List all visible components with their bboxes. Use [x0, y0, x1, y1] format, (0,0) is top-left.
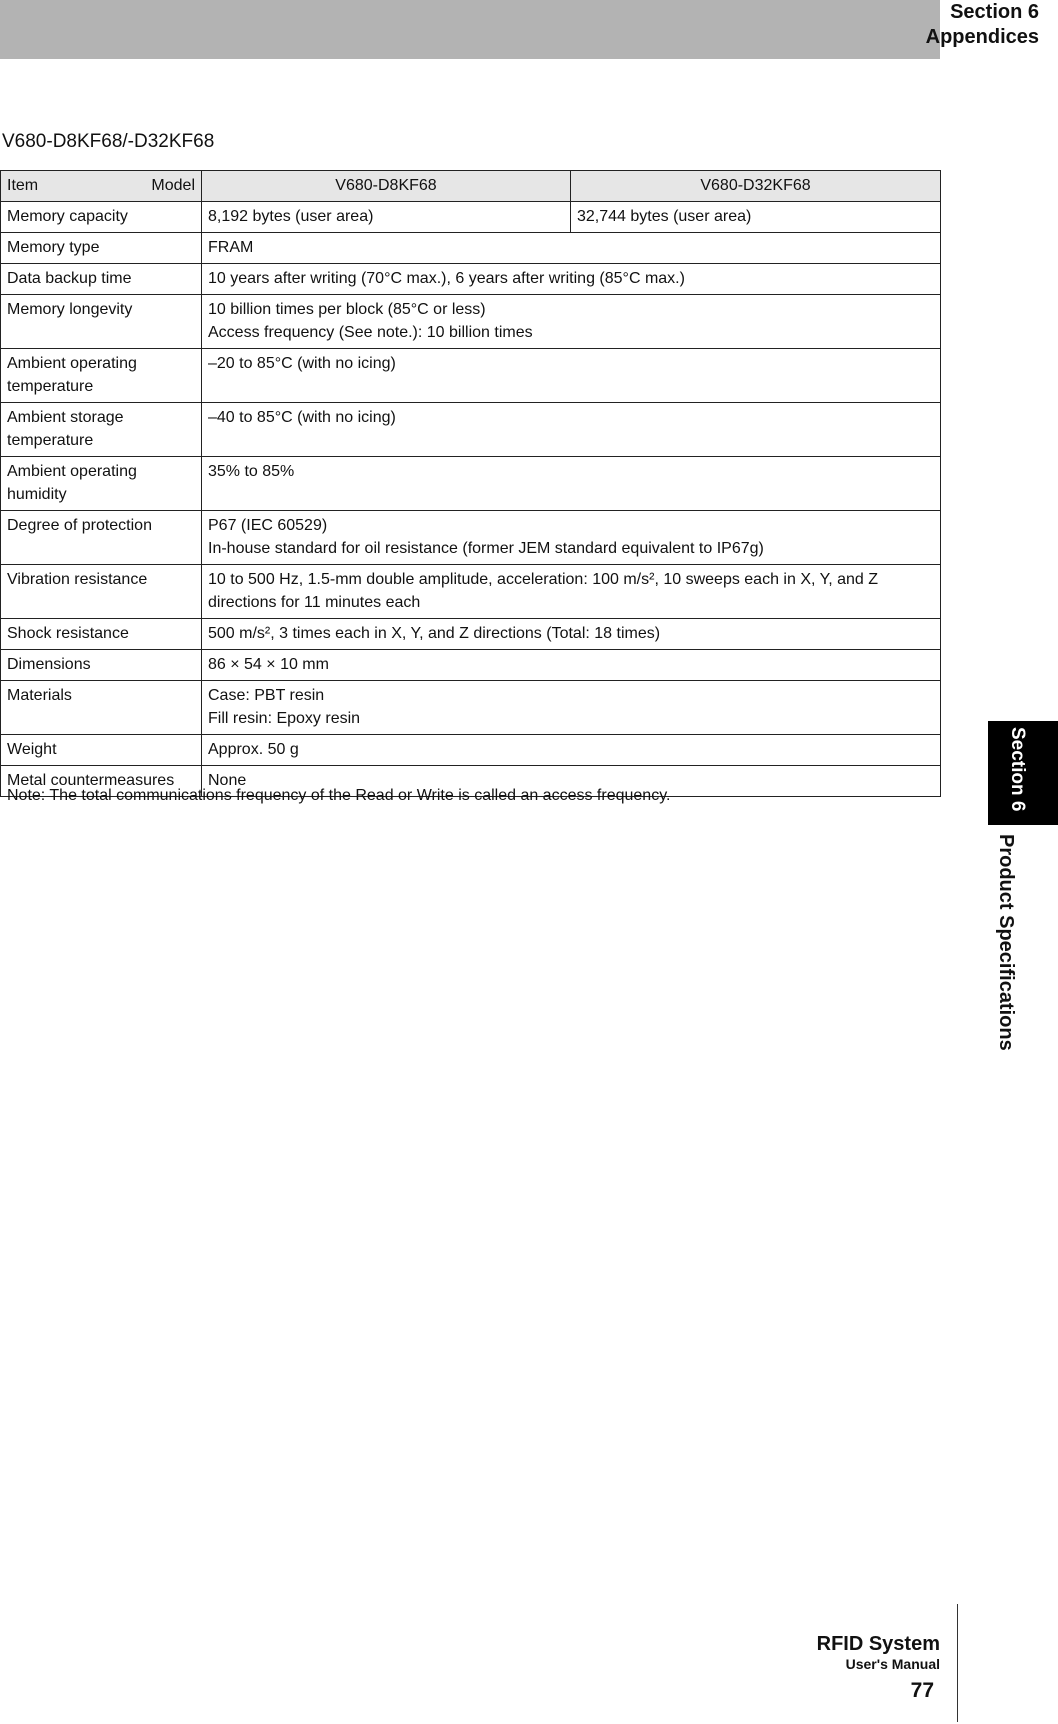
side-tab-section: Section 6: [1007, 727, 1028, 812]
row-item-label: Vibration resistance: [1, 565, 202, 619]
page-title: V680-D8KF68/-D32KF68: [2, 131, 215, 152]
spec-table: [0, 170, 941, 797]
row-value-line: Case: PBT resin: [208, 687, 325, 704]
row-value-line: 10 to 500 Hz, 1.5-mm double amplitude, acceleration: 100 m/s², 10 sweeps each in X, Y, and Z directions for 11 minutes each: [208, 571, 879, 611]
row-value: [202, 457, 941, 511]
row-value-line: P67 (IEC 60529): [208, 517, 328, 534]
row-item-label: Dimensions: [1, 650, 202, 681]
row-item-label: Materials: [1, 681, 202, 735]
footer: [817, 1632, 940, 1710]
row-item-label: Memory capacity: [1, 202, 202, 233]
row-item-label: Shock resistance: [1, 619, 202, 650]
table-row: [1, 349, 941, 403]
table-note: Note: The total communications frequency of the Read or Write is called an access frequency.: [7, 787, 671, 804]
row-value-line: 10 years after writing (70°C max.), 6 years after writing (85°C max.): [208, 270, 685, 287]
header-model: Model: [151, 177, 195, 194]
row-value-line: None: [208, 772, 247, 789]
header-chapter: Appendices: [925, 26, 1039, 48]
row-value-line: –40 to 85°C (with no icing): [208, 409, 396, 426]
row-value-line: –20 to 85°C (with no icing): [208, 355, 396, 372]
row-value: [202, 349, 941, 403]
row-item-label: Metal countermeasures: [1, 766, 202, 797]
row-value: [202, 681, 941, 735]
row-value: [202, 735, 941, 766]
row-value-line: 500 m/s², 3 times each in X, Y, and Z directions (Total: 18 times): [208, 625, 661, 642]
row-item-label: Memory longevity: [1, 295, 202, 349]
table-row: [1, 511, 941, 565]
row-value: [202, 403, 941, 457]
footer-divider: [957, 1604, 958, 1722]
table-row: [1, 403, 941, 457]
table-row: [1, 650, 941, 681]
header-model-2: V680-D32KF68: [571, 171, 941, 202]
table-row: [1, 619, 941, 650]
footer-product: RFID System: [816, 1633, 940, 1655]
row-value-line: FRAM: [208, 239, 254, 256]
row-item-label: Degree of protection: [1, 511, 202, 565]
row-value-line: Fill resin: Epoxy resin: [208, 710, 361, 727]
table-row: [1, 565, 941, 619]
side-tab-title: Product Specifications: [995, 834, 1017, 1051]
row-item-label: Memory type: [1, 233, 202, 264]
row-value: [202, 565, 941, 619]
header-band: [0, 0, 940, 59]
table-row: [1, 735, 941, 766]
table-row: [1, 681, 941, 735]
table-row: [1, 233, 941, 264]
row-item-label: Weight: [1, 735, 202, 766]
row-item-label: Ambient storage temperature: [1, 403, 202, 457]
header-model-1: V680-D8KF68: [202, 171, 571, 202]
row-item-label: Ambient operating humidity: [1, 457, 202, 511]
header-item: Item: [7, 177, 39, 194]
row-value-model-2: 32,744 bytes (user area): [571, 202, 941, 233]
table-row: [1, 457, 941, 511]
running-header: [926, 0, 1039, 50]
page-number: 77: [910, 1679, 934, 1702]
table-row: [1, 202, 941, 233]
header-item-model-cell: [1, 171, 202, 202]
row-value-line: 86 × 54 × 10 mm: [208, 656, 329, 673]
row-value: [202, 295, 941, 349]
row-value-line: 10 billion times per block (85°C or less): [208, 301, 486, 318]
table-row: [1, 295, 941, 349]
row-value-line: In-house standard for oil resistance (former JEM standard equivalent to IP67g): [208, 540, 764, 557]
row-value: [202, 619, 941, 650]
footer-manual: User's Manual: [845, 1656, 940, 1672]
row-value-line: 35% to 85%: [208, 463, 295, 480]
header-section: Section 6: [950, 1, 1039, 23]
table-row: [1, 264, 941, 295]
row-item-label: Ambient operating temperature: [1, 349, 202, 403]
row-value: [202, 650, 941, 681]
row-value: [202, 233, 941, 264]
row-value-line: Approx. 50 g: [208, 741, 299, 758]
row-value-model-1: 8,192 bytes (user area): [202, 202, 571, 233]
row-item-label: Data backup time: [1, 264, 202, 295]
row-value-line: Access frequency (See note.): 10 billion times: [208, 324, 533, 341]
table-header-row: [1, 171, 941, 202]
row-value: [202, 511, 941, 565]
row-value: [202, 264, 941, 295]
